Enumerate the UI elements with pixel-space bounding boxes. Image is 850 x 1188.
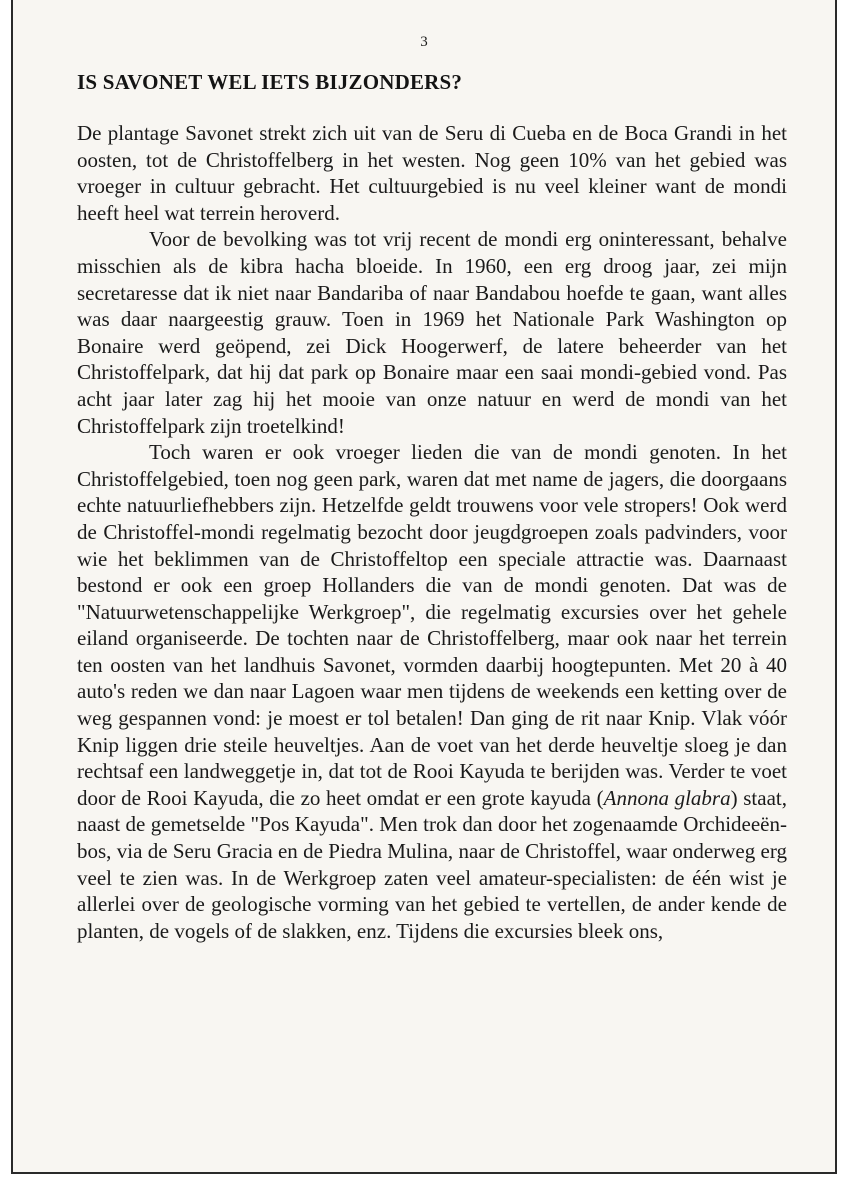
page-number: 3 [420,34,428,50]
paragraph-3-text-before: Toch waren er ook vroeger lieden die van de mondi genoten. In het Christoffelgebied, toen nog geen park, waren dat met name de jagers, die doorgaans echte natuurliefhebbers zijn. Hetzelfde geldt trouwens voor vele stropers! Ook werd de Christoffel-mondi regelmatig bezocht door jeugdgroepen zoals padvinders, voor wie het beklimmen van de Christoffeltop een speciale attractie was. Daarnaast bestond er ook een groep Hollanders die van de mondi genoten. Dat was de "Natuurwetenschappelijke Werkgroep", die regelmatig excursies over het gehele eiland organiseerde. De tochten naar de Christoffelberg, maar ook naar het terrein ten oosten van het landhuis Savonet, vormden daarbij hoogtepunten. Met 20 à 40 auto's reden we dan naar Lagoen waar men tijdens de weekends een ketting over de weg gespannen vond: je moest er tol betalen! Dan ging de rit naar Knip. Vlak vóór Knip liggen drie steile heuveltjes. Aan de voet van het derde heuveltje sloeg je dan rechtsaf een landweggetje in, dat tot de Rooi Kayuda te berijden was. Verder te voet door de Rooi Kayuda, die zo heet omdat er een grote kayuda ( [77,440,787,810]
paragraph-3-text-after: ) staat, naast de gemetselde "Pos Kayuda". Men trok dan door het zogenaamde Orchideeën-bos, via de Seru Gracia en de Piedra Mulina, naar de Christoffel, waar onderweg erg veel te zien was. In de Werkgroep zaten veel amateur-specialisten: de één wist je allerlei over de geologische vorming van het gebied te vertellen, de ander kende de planten, de vogels of de slakken, enz. Tijdens die excursies bleek ons, [77,785,787,943]
document-page [11,0,837,1174]
species-name-italic: Annona glabra [603,785,731,810]
paragraph-3 [77,439,787,944]
section-heading: IS SAVONET WEL IETS BIJZONDERS? [77,70,463,94]
paragraph-1: De plantage Savonet strekt zich uit van de Seru di Cueba en de Boca Grandi in het oosten, tot de Christoffelberg in het westen. Nog geen 10% van het gebied was vroeger in cultuur gebracht. Het cultuurgebied is nu veel kleiner want de mondi heeft heel wat terrein heroverd. [77,121,787,225]
paragraph-2: Voor de bevolking was tot vrij recent de mondi erg oninteressant, behalve misschien als de kibra hacha bloeide. In 1960, een erg droog jaar, zei mijn secretaresse dat ik niet naar Bandariba of naar Bandabou hoefde te gaan, want alles was daar naargeestig grauw. Toen in 1969 het Nationale Park Washington op Bonaire werd geöpend, zei Dick Hoogerwerf, de latere beheerder van het Christoffelpark, dat hij dat park op Bonaire maar een saai mondi-gebied vond. Pas acht jaar later zag hij het mooie van onze natuur en werd de mondi van het Christoffelpark zijn troetelkind! [77,227,787,438]
body-text [77,120,787,944]
